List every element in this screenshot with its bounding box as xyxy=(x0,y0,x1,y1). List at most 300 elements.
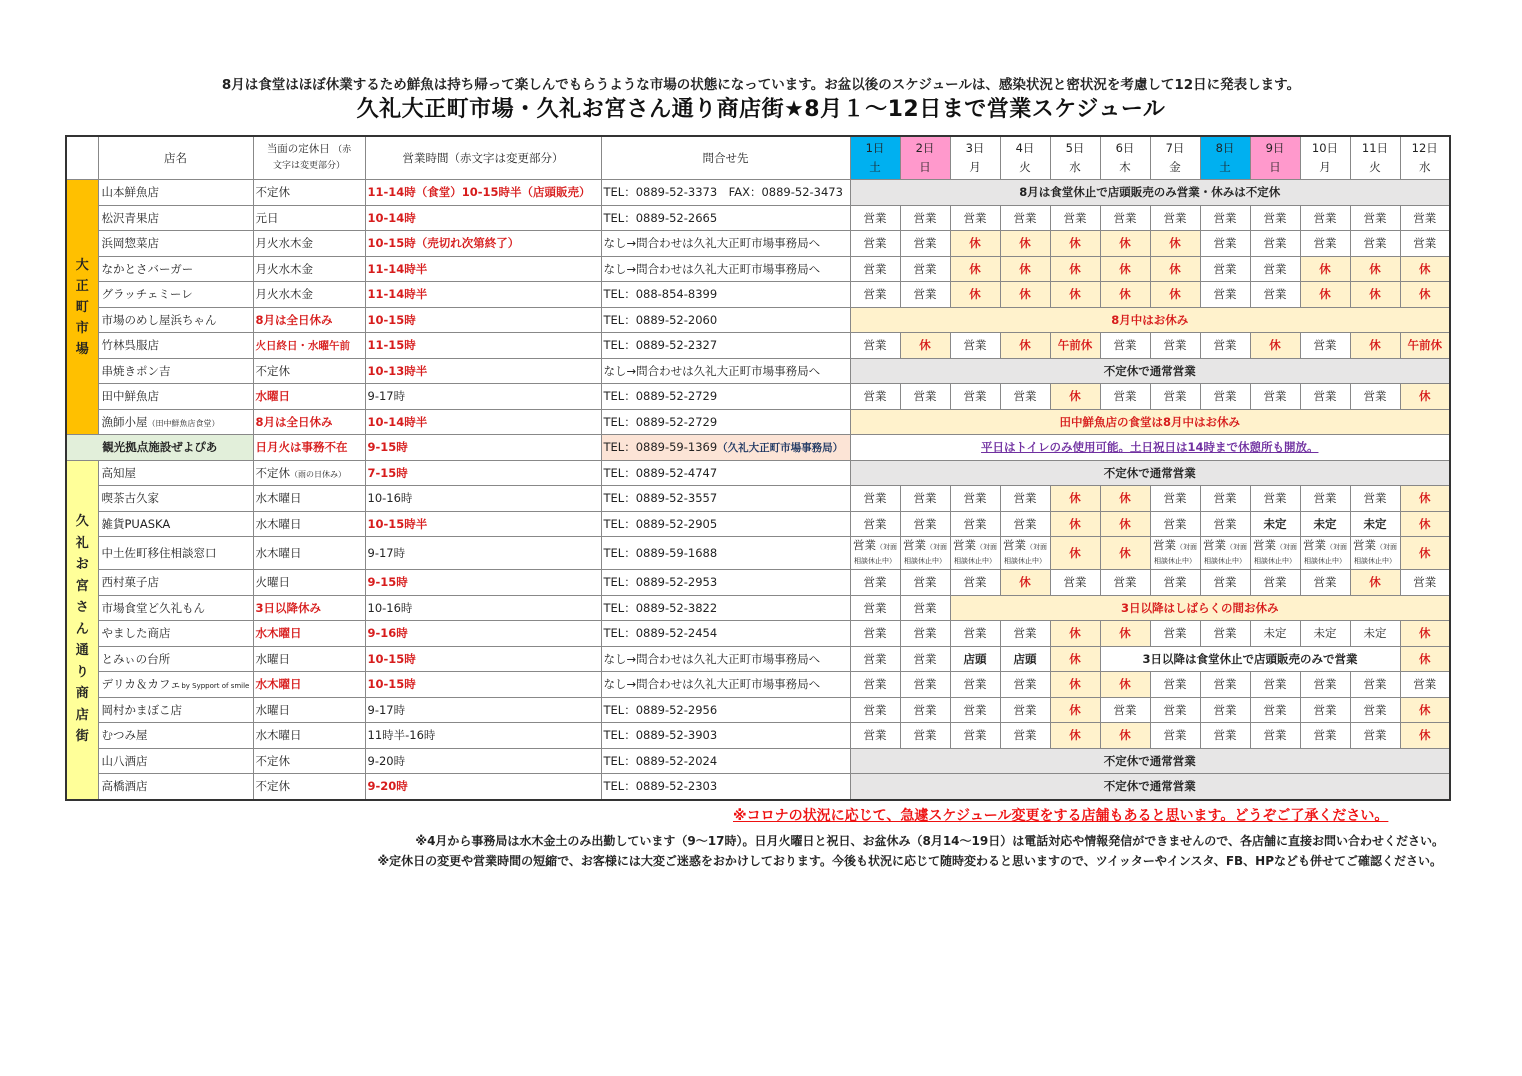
table-row xyxy=(66,697,1450,723)
table-row xyxy=(66,537,1450,570)
contact: TEL：0889-52-2956 xyxy=(601,697,850,723)
footer-note-1: ※4月から事務局は水木金土のみ出勤しています（9～17時）。日月火曜日と祝日、お盆休み（8月14～19日）は電話対応や情報発信ができませんので、各店舗に直接お問い合わせください。 xyxy=(415,834,1444,848)
closed-day: 月火水木金 xyxy=(253,231,365,257)
store-name: 高橋酒店 xyxy=(98,774,253,800)
day-cell: 営業 xyxy=(900,282,950,308)
page-title: 久礼大正町市場・久礼お宮さん通り商店街★8月１～12日まで営業スケジュール xyxy=(356,97,1166,122)
hours: 11-14時半 xyxy=(365,282,601,308)
day-cell: 営業 xyxy=(1200,570,1250,596)
schedule-banner: 不定休で通常営業 xyxy=(850,358,1450,384)
table-row xyxy=(66,486,1450,512)
table-row xyxy=(66,435,1450,461)
day-cell: 休 xyxy=(1050,256,1100,282)
day-cell: 休 xyxy=(1350,333,1400,359)
day-cell: 営業 xyxy=(1200,621,1250,647)
day-cell: 営業 xyxy=(1250,256,1300,282)
contact: TEL：0889-52-2327 xyxy=(601,333,850,359)
day-cell: 営業 xyxy=(850,486,900,512)
hours: 7-15時 xyxy=(365,460,601,486)
day-cell: 営業 xyxy=(1300,384,1350,410)
day-cell: 休 xyxy=(950,282,1000,308)
day-cell: 休 xyxy=(1400,646,1450,672)
day-cell: 休 xyxy=(1400,282,1450,308)
day-cell: 営業 xyxy=(900,672,950,698)
schedule-banner: 3日以降は食堂休止で店頭販売のみで営業 xyxy=(1100,646,1400,672)
day-cell: 休 xyxy=(1100,511,1150,537)
day-cell: 営業 xyxy=(1300,333,1350,359)
day-cell: 営業 xyxy=(900,256,950,282)
day-cell: 営業 xyxy=(1150,723,1200,749)
day-cell: 営業 xyxy=(1250,570,1300,596)
day-cell: 休 xyxy=(950,256,1000,282)
day-cell: 営業（対面 相談休止中） xyxy=(1000,537,1050,570)
day-cell: 営業 xyxy=(900,621,950,647)
store-name-sub: by Sypport of smile xyxy=(181,682,250,691)
day-cell: 休 xyxy=(1100,231,1150,257)
contact: TEL：0889-52-2729 xyxy=(601,384,850,410)
table-row xyxy=(66,180,1450,206)
day-cell: 営業 xyxy=(1350,231,1400,257)
day-cell: 休 xyxy=(1350,570,1400,596)
day-cell: 休 xyxy=(1100,256,1150,282)
day-cell: 営業 xyxy=(1350,697,1400,723)
day-cell: 営業 xyxy=(1350,672,1400,698)
contact: TEL：0889-52-2953 xyxy=(601,570,850,596)
day-cell: 休 xyxy=(1050,231,1100,257)
day-cell: 営業 xyxy=(1400,570,1450,596)
hours: 10-15時 xyxy=(365,307,601,333)
day-cell: 営業 xyxy=(1300,697,1350,723)
store-name: 山本鮮魚店 xyxy=(98,180,253,206)
table-row xyxy=(66,256,1450,282)
contact-sub: （久礼大正町市場事務局） xyxy=(717,442,844,455)
store-name: 中土佐町移住相談窓口 xyxy=(98,537,253,570)
day-9: 9日 日 xyxy=(1250,136,1300,180)
table-row xyxy=(66,358,1450,384)
hours: 9-15時 xyxy=(365,435,601,461)
day-10: 10日 月 xyxy=(1300,136,1350,180)
day-cell: 営業（対面 相談休止中） xyxy=(850,537,900,570)
store-name xyxy=(98,409,253,435)
day-cell: 営業 xyxy=(900,697,950,723)
day-cell: 営業 xyxy=(950,672,1000,698)
day-cell: 休 xyxy=(1350,282,1400,308)
closed-day: 月火水木金 xyxy=(253,282,365,308)
day-cell: 休 xyxy=(1050,697,1100,723)
section-market: 大正町市場 xyxy=(66,180,98,435)
day-cell: 休 xyxy=(1400,384,1450,410)
contact: なし→問合わせは久礼大正町市場事務局へ xyxy=(601,358,850,384)
day-cell: 店頭 xyxy=(950,646,1000,672)
day-cell: 営業 xyxy=(1000,621,1050,647)
section-facility: 観光拠点施設ぜよぴあ xyxy=(66,435,253,461)
hours: 11-15時 xyxy=(365,333,601,359)
day-cell: 営業 xyxy=(850,697,900,723)
day-cell: 営業 xyxy=(1250,282,1300,308)
closed-day: 3日以降休み xyxy=(253,595,365,621)
day-5: 5日 水 xyxy=(1050,136,1100,180)
day-cell: 営業 xyxy=(1150,621,1200,647)
store-name: 田中鮮魚店 xyxy=(98,384,253,410)
day-3: 3日 月 xyxy=(950,136,1000,180)
table-row xyxy=(66,384,1450,410)
table-row xyxy=(66,333,1450,359)
table-row xyxy=(66,511,1450,537)
day-cell: 休 xyxy=(1000,333,1050,359)
day-cell: 営業 xyxy=(900,384,950,410)
day-cell: 休 xyxy=(1400,511,1450,537)
table-row xyxy=(66,307,1450,333)
day-cell: 営業 xyxy=(950,697,1000,723)
closed-day: 水木曜日 xyxy=(253,621,365,647)
day-cell: 営業 xyxy=(1350,205,1400,231)
day-cell: 営業 xyxy=(1200,333,1250,359)
day-cell: 休 xyxy=(1000,282,1050,308)
contact: TEL：0889-52-2665 xyxy=(601,205,850,231)
header-closed-note-b: 文字は変更部分） xyxy=(272,161,345,171)
day-cell: 営業 xyxy=(1250,205,1300,231)
day-cell: 営業 xyxy=(1100,697,1150,723)
day-cell: 営業 xyxy=(1350,384,1400,410)
store-name: とみぃの台所 xyxy=(98,646,253,672)
day-cell: 休 xyxy=(1400,697,1450,723)
table-row xyxy=(66,621,1450,647)
hours: 9-15時 xyxy=(365,570,601,596)
closed-day: 水木曜日 xyxy=(253,672,365,698)
day-cell: 営業 xyxy=(950,621,1000,647)
day-cell: 営業 xyxy=(1350,723,1400,749)
day-cell: 休 xyxy=(1100,621,1150,647)
closed-day: 不定休 xyxy=(253,774,365,800)
table-row xyxy=(66,231,1450,257)
closed-day: 水木曜日 xyxy=(253,486,365,512)
schedule-banner: 不定休で通常営業 xyxy=(850,774,1450,800)
header-closed xyxy=(253,136,365,180)
day-cell: 営業 xyxy=(900,205,950,231)
day-cell: 休 xyxy=(1050,511,1100,537)
day-cell: 休 xyxy=(1050,646,1100,672)
day-cell: 休 xyxy=(1400,621,1450,647)
day-cell: 営業 xyxy=(1250,672,1300,698)
contact: TEL：0889-52-2024 xyxy=(601,748,850,774)
table-row xyxy=(66,723,1450,749)
day-cell: 営業 xyxy=(850,256,900,282)
closed-day: 水曜日 xyxy=(253,646,365,672)
day-cell: 休 xyxy=(1050,384,1100,410)
hours: 10-15時（売切れ次第終了） xyxy=(365,231,601,257)
day-cell: 営業 xyxy=(900,723,950,749)
day-cell: 営業 xyxy=(1150,697,1200,723)
day-cell: 営業 xyxy=(1200,384,1250,410)
header-row xyxy=(66,136,1450,180)
day-cell: 営業 xyxy=(1000,486,1050,512)
day-cell: 営業 xyxy=(1200,282,1250,308)
day-cell: 営業 xyxy=(1200,256,1250,282)
contact: なし→問合わせは久礼大正町市場事務局へ xyxy=(601,646,850,672)
table-row xyxy=(66,774,1450,800)
day-cell: 休 xyxy=(1100,282,1150,308)
day-cell: 営業 xyxy=(850,205,900,231)
day-cell: 午前休 xyxy=(1400,333,1450,359)
day-cell: 営業 xyxy=(900,646,950,672)
day-cell: 営業 xyxy=(950,723,1000,749)
store-name: 浜岡惣菜店 xyxy=(98,231,253,257)
contact: なし→問合わせは久礼大正町市場事務局へ xyxy=(601,256,850,282)
closed-sub: （雨の日休み） xyxy=(290,469,346,479)
day-cell: 営業 xyxy=(1200,205,1250,231)
day-cell: 営業 xyxy=(1150,486,1200,512)
table-row xyxy=(66,460,1450,486)
day-cell: 営業 xyxy=(1250,384,1300,410)
closed-day: 水木曜日 xyxy=(253,511,365,537)
day-cell: 営業 xyxy=(1100,384,1150,410)
table-row xyxy=(66,595,1450,621)
day-cell: 休 xyxy=(1400,486,1450,512)
day-cell: 営業 xyxy=(1000,384,1050,410)
day-cell: 営業 xyxy=(850,646,900,672)
store-name: 市場食堂ど久礼もん xyxy=(98,595,253,621)
day-cell: 営業 xyxy=(850,723,900,749)
day-cell: 休 xyxy=(1400,256,1450,282)
day-cell: 営業 xyxy=(950,384,1000,410)
hours: 9-17時 xyxy=(365,384,601,410)
closed-day: 元日 xyxy=(253,205,365,231)
day-cell: 営業 xyxy=(1300,486,1350,512)
day-cell: 未定 xyxy=(1250,511,1300,537)
closed-day: 日月火は事務不在 xyxy=(253,435,365,461)
store-name xyxy=(98,672,253,698)
day-cell: 休 xyxy=(1050,621,1100,647)
store-name: 岡村かまぼこ店 xyxy=(98,697,253,723)
day-cell: 休 xyxy=(1150,256,1200,282)
schedule-banner: 平日はトイレのみ使用可能。土日祝日は14時まで休憩所も開放。 xyxy=(850,435,1450,461)
hours: 10-16時 xyxy=(365,486,601,512)
table-row xyxy=(66,282,1450,308)
day-cell: 休 xyxy=(1400,723,1450,749)
closed-day: 不定休 xyxy=(253,180,365,206)
contact: TEL：0889-52-2905 xyxy=(601,511,850,537)
header-store: 店名 xyxy=(98,136,253,180)
day-cell: 営業 xyxy=(1150,333,1200,359)
hours: 10-16時 xyxy=(365,595,601,621)
hours: 11-14時（食堂）10-15時半（店頭販売） xyxy=(365,180,601,206)
day-cell: 未定 xyxy=(1300,621,1350,647)
store-name-text: デリカ＆カフェ xyxy=(101,677,182,692)
day-cell: 営業 xyxy=(1400,231,1450,257)
day-cell: 営業 xyxy=(950,511,1000,537)
closed-day: 水木曜日 xyxy=(253,537,365,570)
store-name: 串焼きポン吉 xyxy=(98,358,253,384)
day-cell: 休 xyxy=(1050,723,1100,749)
store-name: 高知屋 xyxy=(98,460,253,486)
day-4: 4日 火 xyxy=(1000,136,1050,180)
header-contact: 問合せ先 xyxy=(601,136,850,180)
store-name: 市場のめし屋浜ちゃん xyxy=(98,307,253,333)
day-cell: 営業 xyxy=(1200,723,1250,749)
closed-day: 火日終日・水曜午前 xyxy=(253,333,365,359)
day-cell: 営業 xyxy=(1300,570,1350,596)
day-cell: 未定 xyxy=(1350,621,1400,647)
day-cell: 未定 xyxy=(1300,511,1350,537)
hours: 9-17時 xyxy=(365,537,601,570)
contact: TEL：0889-52-2454 xyxy=(601,621,850,647)
hours: 10-15時 xyxy=(365,672,601,698)
day-cell: 休 xyxy=(1000,256,1050,282)
store-name: グラッチェミーレ xyxy=(98,282,253,308)
day-cell: 休 xyxy=(1000,231,1050,257)
store-name: むつみ屋 xyxy=(98,723,253,749)
day-cell: 営業（対面 相談休止中） xyxy=(1150,537,1200,570)
hours: 10-15時 xyxy=(365,646,601,672)
day-cell: 営業 xyxy=(850,672,900,698)
day-cell: 休 xyxy=(1100,723,1150,749)
day-cell: 営業 xyxy=(1200,511,1250,537)
store-name: 西村菓子店 xyxy=(98,570,253,596)
contact: TEL：088-854-8399 xyxy=(601,282,850,308)
day-cell: 未定 xyxy=(1250,621,1300,647)
schedule-banner: 不定休で通常営業 xyxy=(850,460,1450,486)
day-cell: 営業 xyxy=(1100,333,1150,359)
contact: TEL：0889-52-3373 FAX：0889-52-3473 xyxy=(601,180,850,206)
footer-note-2: ※定休日の変更や営業時間の短縮で、お客様には大変ご迷惑をおかけしております。今後も状況に応じて随時変わると思いますので、ツイッターやインスタ、FB、HPなども併せてご確認ください。 xyxy=(377,854,1442,868)
day-cell: 休 xyxy=(1100,537,1150,570)
day-cell: 休 xyxy=(1050,282,1100,308)
day-cell: 営業 xyxy=(1000,672,1050,698)
intro-note: 8月は食堂はほぼ休業するため鮮魚は持ち帰って楽しんでもらうような市場の状態になっています。お盆以後のスケジュールは、感染状況と密状況を考慮して12日に発表します。 xyxy=(221,77,1301,93)
day-cell: 休 xyxy=(1050,672,1100,698)
hours: 9-17時 xyxy=(365,697,601,723)
table-row xyxy=(66,205,1450,231)
day-cell: 営業 xyxy=(1400,205,1450,231)
day-8: 8日 土 xyxy=(1200,136,1250,180)
day-6: 6日 木 xyxy=(1100,136,1150,180)
day-cell: 営業（対面 相談休止中） xyxy=(900,537,950,570)
closed-day: 不定休 xyxy=(253,358,365,384)
day-cell: 店頭 xyxy=(1000,646,1050,672)
store-name: 山八酒店 xyxy=(98,748,253,774)
store-name: 雑貨PUASKA xyxy=(98,511,253,537)
day-cell: 営業（対面 相談休止中） xyxy=(950,537,1000,570)
hours: 10-14時 xyxy=(365,205,601,231)
day-cell: 営業 xyxy=(1300,672,1350,698)
day-cell: 営業 xyxy=(850,621,900,647)
section-shopping: 久礼お宮さん通り商店街 xyxy=(66,460,98,800)
hours: 9-20時 xyxy=(365,748,601,774)
day-2: 2日 日 xyxy=(900,136,950,180)
day-cell: 営業 xyxy=(1300,205,1350,231)
day-cell: 営業 xyxy=(900,511,950,537)
day-cell: 営業 xyxy=(1150,511,1200,537)
day-cell: 営業 xyxy=(850,282,900,308)
day-cell: 休 xyxy=(950,231,1000,257)
day-12: 12日 水 xyxy=(1400,136,1450,180)
day-cell: 営業 xyxy=(1300,723,1350,749)
hours: 9-20時 xyxy=(365,774,601,800)
day-cell: 営業 xyxy=(850,384,900,410)
day-cell: 営業 xyxy=(850,595,900,621)
day-cell: 営業 xyxy=(850,511,900,537)
day-cell: 休 xyxy=(1350,256,1400,282)
hours: 10-13時半 xyxy=(365,358,601,384)
hours: 9-16時 xyxy=(365,621,601,647)
day-cell: 休 xyxy=(1250,333,1300,359)
store-name-text: 漁師小屋 xyxy=(101,414,148,429)
hours: 11-14時半 xyxy=(365,256,601,282)
day-cell: 休 xyxy=(1400,537,1450,570)
store-name: 松沢青果店 xyxy=(98,205,253,231)
day-cell: 営業 xyxy=(850,231,900,257)
table-row xyxy=(66,570,1450,596)
header-closed-note-a: （赤 xyxy=(333,145,352,155)
closed-day: 水曜日 xyxy=(253,697,365,723)
closed-day: 8月は全日休み xyxy=(253,307,365,333)
day-cell: 営業 xyxy=(1400,672,1450,698)
contact: TEL：0889-52-2303 xyxy=(601,774,850,800)
day-cell: 営業 xyxy=(1000,697,1050,723)
day-cell: 営業 xyxy=(1150,384,1200,410)
contact: なし→問合わせは久礼大正町市場事務局へ xyxy=(601,231,850,257)
store-name: 喫茶古久家 xyxy=(98,486,253,512)
day-cell: 営業 xyxy=(1250,231,1300,257)
schedule-table xyxy=(65,135,1451,801)
hours: 11時半-16時 xyxy=(365,723,601,749)
day-cell: 営業（対面 相談休止中） xyxy=(1300,537,1350,570)
day-cell: 営業 xyxy=(1250,486,1300,512)
day-cell: 営業 xyxy=(1300,231,1350,257)
contact: TEL：0889-52-3822 xyxy=(601,595,850,621)
day-cell: 営業 xyxy=(1150,205,1200,231)
day-cell: 営業 xyxy=(900,486,950,512)
contact: TEL：0889-52-3903 xyxy=(601,723,850,749)
day-cell: 営業（対面 相談休止中） xyxy=(1200,537,1250,570)
day-cell: 休 xyxy=(1150,231,1200,257)
contact: TEL：0889-52-3557 xyxy=(601,486,850,512)
day-11: 11日 火 xyxy=(1350,136,1400,180)
day-cell: 営業 xyxy=(1050,570,1100,596)
corner-cell xyxy=(66,136,98,180)
day-cell: 営業 xyxy=(900,231,950,257)
table-row xyxy=(66,748,1450,774)
closed-day: 月火水木金 xyxy=(253,256,365,282)
day-cell: 営業 xyxy=(1250,697,1300,723)
day-cell: 休 xyxy=(1100,672,1150,698)
hours: 10-14時半 xyxy=(365,409,601,435)
table-row xyxy=(66,646,1450,672)
day-cell: 営業 xyxy=(950,570,1000,596)
day-cell: 営業 xyxy=(1200,486,1250,512)
day-cell: 営業 xyxy=(1150,570,1200,596)
schedule-banner: 不定休で通常営業 xyxy=(850,748,1450,774)
day-cell: 営業 xyxy=(950,333,1000,359)
day-cell: 営業 xyxy=(1000,511,1050,537)
day-cell: 営業 xyxy=(950,486,1000,512)
contact: TEL：0889-52-2060 xyxy=(601,307,850,333)
day-cell: 休 xyxy=(1050,486,1100,512)
store-name: やました商店 xyxy=(98,621,253,647)
day-cell: 休 xyxy=(1300,256,1350,282)
header-closed-label: 当面の定休日 xyxy=(266,143,330,155)
day-cell: 営業（対面 相談休止中） xyxy=(1250,537,1300,570)
closed-text: 不定休 xyxy=(255,465,290,480)
day-cell: 営業 xyxy=(1350,486,1400,512)
day-cell: 営業 xyxy=(1250,723,1300,749)
closed-day: 火曜日 xyxy=(253,570,365,596)
closed-day: 水曜日 xyxy=(253,384,365,410)
day-cell: 営業 xyxy=(1100,570,1150,596)
closed-day: 不定休 xyxy=(253,748,365,774)
day-cell: 営業 xyxy=(1000,205,1050,231)
day-cell: 営業 xyxy=(850,570,900,596)
